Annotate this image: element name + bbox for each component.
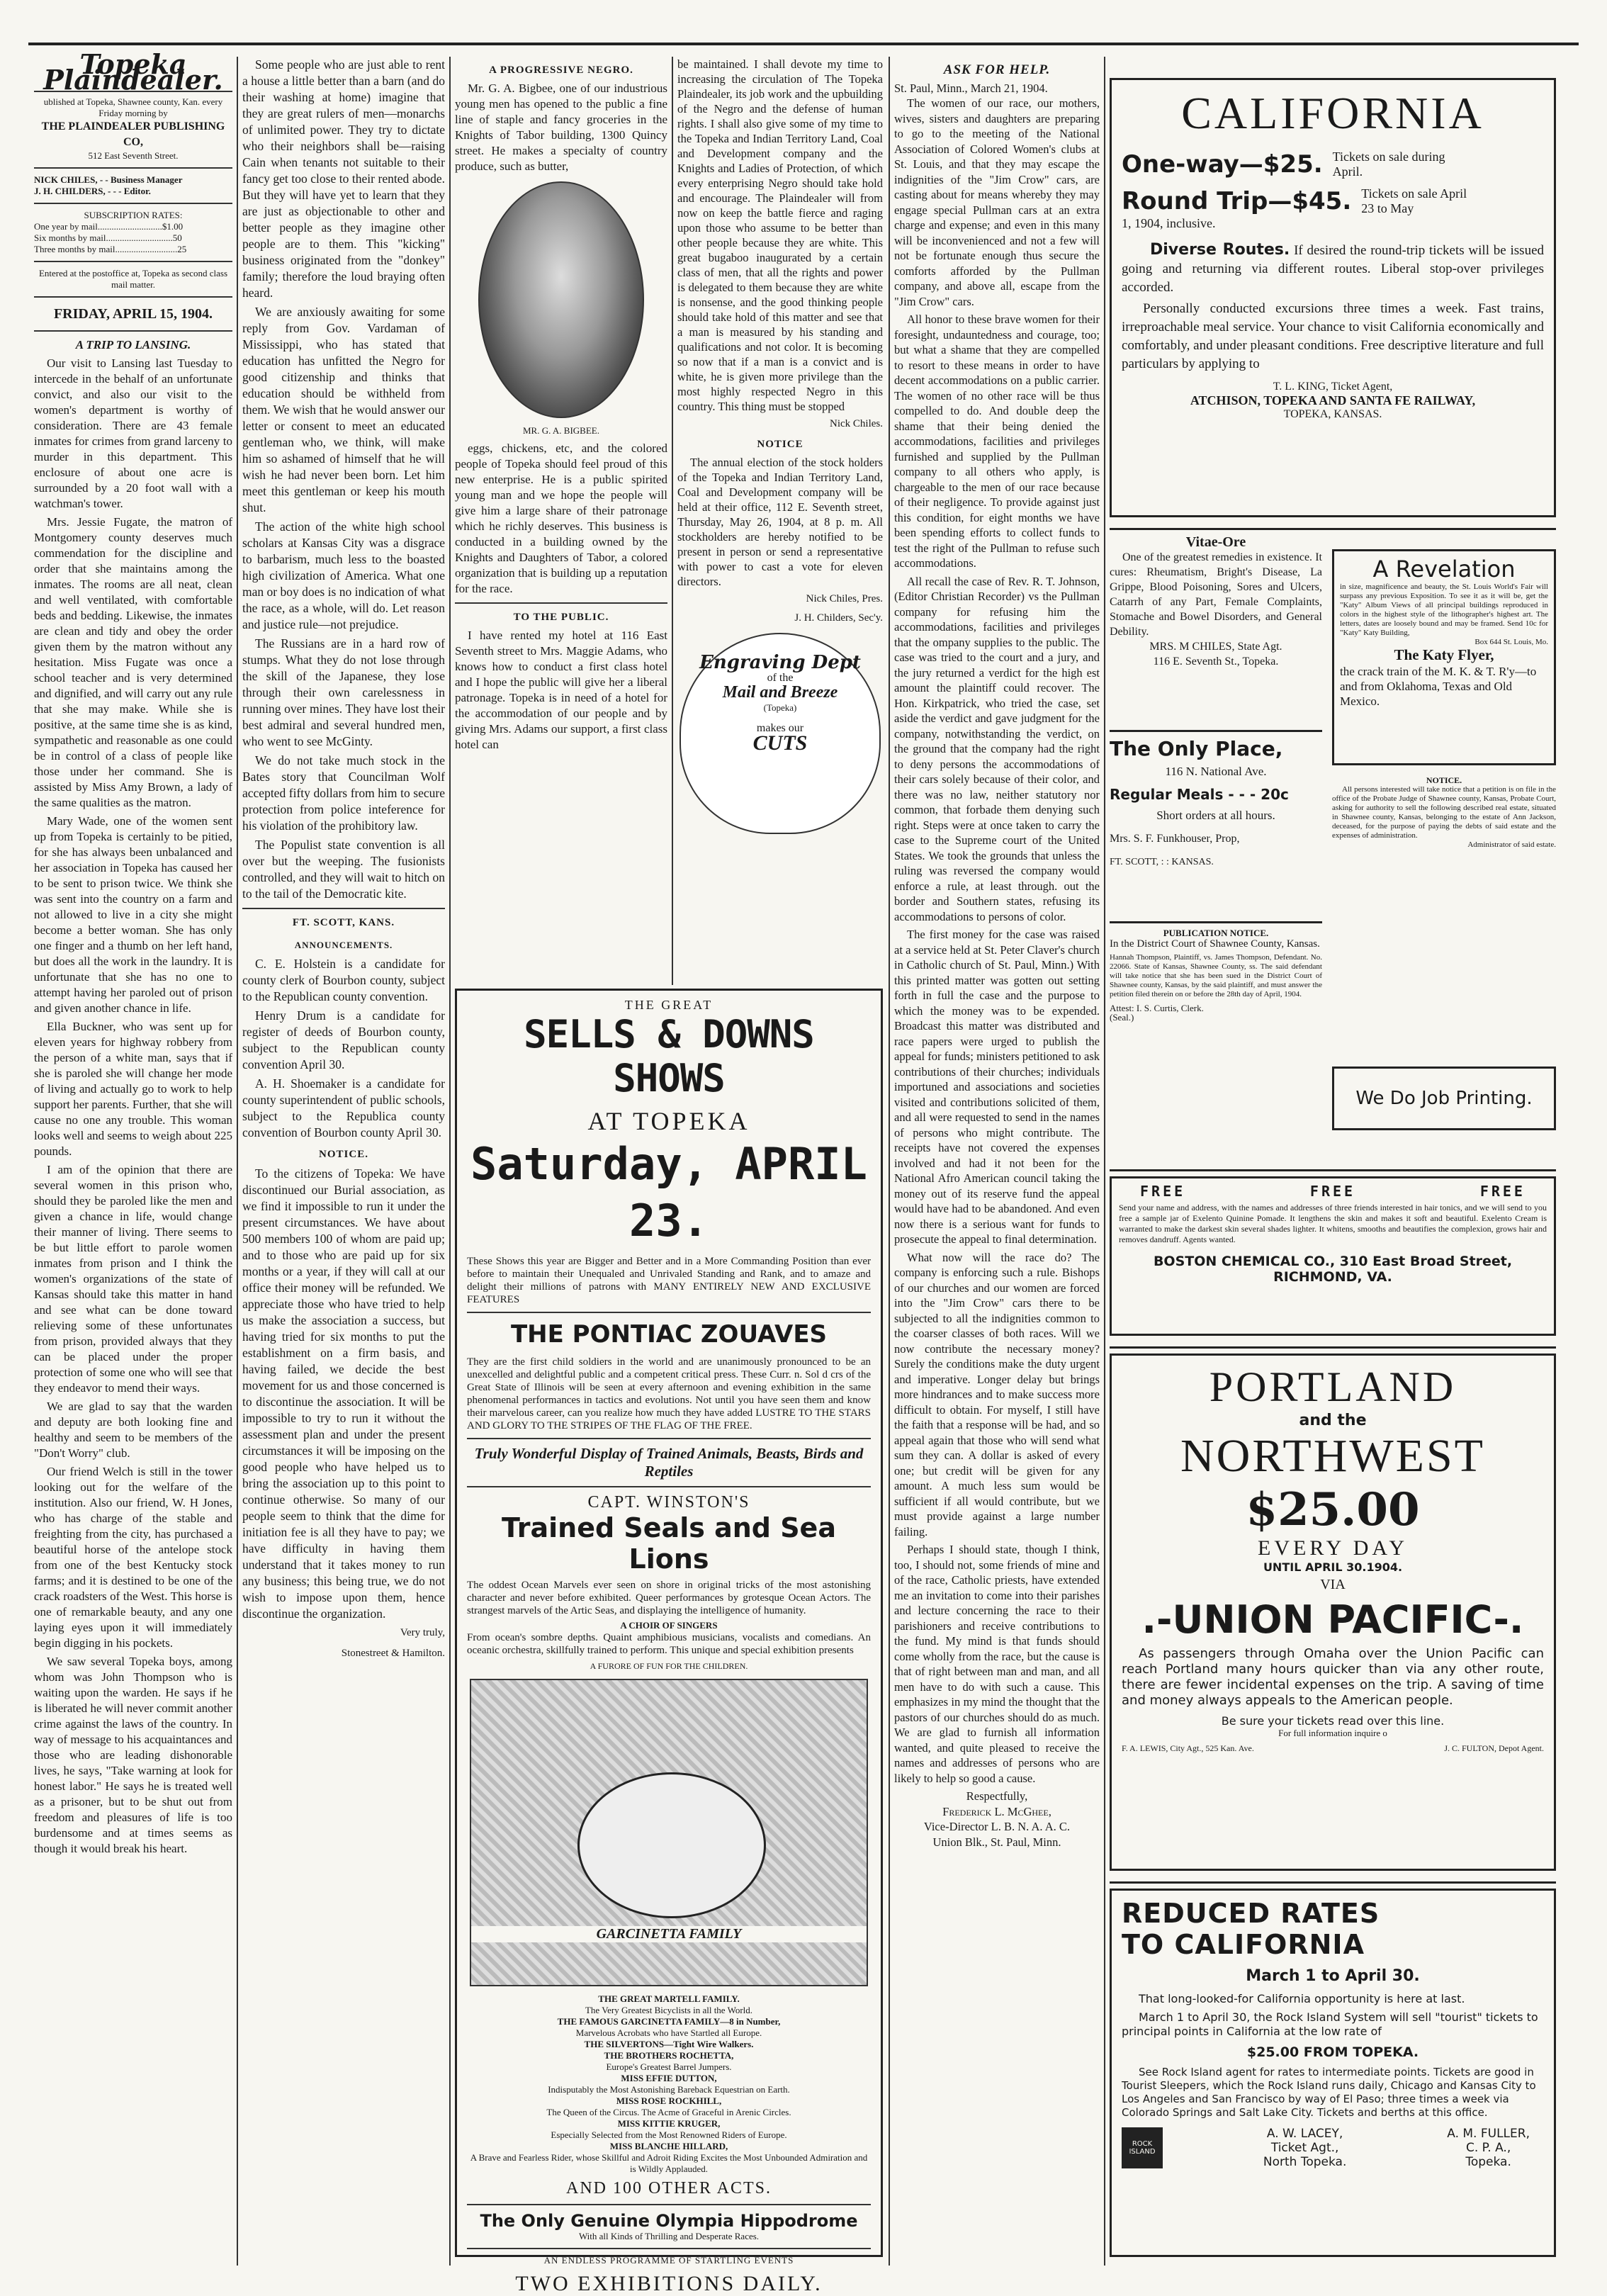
engraving-city: (Topeka) bbox=[763, 702, 797, 713]
boston-chemical: BOSTON CHEMICAL CO., 310 East Broad Street, RICHMOND, VA. bbox=[1153, 1254, 1513, 1285]
act-line: THE BROTHERS ROCHETTA, bbox=[604, 2050, 734, 2061]
reduced-text-1: That long-looked-for California opportunity is here at last. bbox=[1139, 1992, 1465, 2005]
publication-court: In the District Court of Shawnee County, Kansas. bbox=[1110, 938, 1320, 950]
illustration-oval bbox=[577, 1772, 766, 1918]
roundtrip-note-2: 1, 1904, inclusive. bbox=[1122, 216, 1216, 230]
seals-title: Trained Seals and Sea Lions bbox=[502, 1512, 836, 1575]
union-pacific-row bbox=[1122, 1597, 1544, 1642]
rate-line: Three months by mail...........................25 bbox=[34, 244, 187, 254]
publication-text: Hannah Thompson, Plaintiff, vs. James Thompson, Defendant. No. 22066. State of Kansas, Shawnee County, ss. The said defendant will take notice that she has been sued in the District Court of Shawnee county, Kansas, by the said plaintiff, and must answer the petition filed therein on or before the 28th day of April, 1904. bbox=[1110, 953, 1322, 998]
notice-signature: Nick Chiles, Pres. bbox=[806, 593, 883, 604]
agent-name: A. W. LACEY, bbox=[1266, 2127, 1343, 2141]
issue-date: FRIDAY, APRIL 15, 1904. bbox=[53, 306, 213, 322]
appeal-paragraph: What now will the race do? The company is enforcing such a rule. Bishops of our churches and our women are forced into the "Jim Crow" cars there to be subjected to all the indignities common to the coarser classes of both races. Will we now contribute the necessary money? Surely the conditions make the duty urgent and imperative. Longer delay but brings more hindrances and to make success more difficult to obtain. For myself, I still have the faith that a response will be had, and so appeal again that those who will send what sum they can. A dollar is asked of every one; but credit will be given for any amount. A much less sum would be sufficient if all would contribute, but we must provide against a large number failing. bbox=[894, 1250, 1100, 1538]
appeal-address: Union Blk., St. Paul, Minn. bbox=[932, 1835, 1061, 1849]
vitae-address: 116 E. Seventh St., Topeka. bbox=[1153, 655, 1279, 668]
probate-notice bbox=[1332, 776, 1556, 996]
union-pacific: UNION PACIFIC bbox=[1172, 1597, 1494, 1642]
appeal-paragraph: All honor to these brave women for their foresight, undauntedness and courage, too; but what a shame that they are compelled to resort to these means in order to have decent accommodations on a public carrier. The women of no other race will be thus compelled to do. And double deep the shame that their being denied the accommodations, facilities and privileges furnished and supplied by the Pullman company to all others who apply, is chargeable to the men of our race because of their negligence. To provide against just this condition, for eight months we have been spending efforts to collect funds to test the right of the Pullman to refuse such accommodations. bbox=[894, 313, 1100, 570]
act-line: Indisputably the Most Astonishing Bareback Equestrian on Earth. bbox=[548, 2084, 790, 2095]
announcement: Henry Drum is a candidate for register of deeds of Bourbon county, subject to the Republican county convention April 30. bbox=[242, 1008, 445, 1071]
revelation-address: Box 644 St. Louis, Mo. bbox=[1475, 638, 1548, 646]
portland-ad bbox=[1110, 1354, 1556, 1871]
oneway-note: Tickets on sale during April. bbox=[1332, 150, 1445, 179]
california-text: If desired the round-trip tickets will be issued going and returning via different routes. Liberal stop-over privileges accorded. bbox=[1122, 243, 1545, 295]
article-paragraph: We are glad to say that the warden and deputy are both looking fine and healthy and seem to be members of the "Don't Worry" club. bbox=[34, 1400, 232, 1460]
engraving-ad bbox=[680, 633, 881, 834]
act-line: A Brave and Fearless Rider, whose Skillful and Adroit Riding Excites the Most Unbounded Admiration and is Wildly Applauded. bbox=[470, 2152, 868, 2174]
notice-closing: Very truly, bbox=[400, 1627, 445, 1638]
act-line: Marvelous Acrobats who have Startled all Europe. bbox=[575, 2027, 762, 2038]
headline-lansing: A TRIP TO LANSING. bbox=[75, 338, 191, 351]
hippodrome-sub: With all Kinds of Thrilling and Desperate Races. bbox=[578, 2231, 760, 2241]
column-1 bbox=[34, 48, 232, 2266]
reduced-fare: $25.00 FROM TOPEKA. bbox=[1246, 2044, 1419, 2060]
probate-text: All persons interested will take notice that a petition is on file in the office of the Probate Judge of Shawnee county, Kansas, Probate Court, asking for authority to sell the following described real estate, situated in Shawnee county, Kansas, belonging to the estate of Ann Jackson, deceased, for the purpose of paying the debts of said estate and the expenses of administration. bbox=[1332, 785, 1556, 840]
only-place-city: FT. SCOTT, : : KANSAS. bbox=[1110, 857, 1214, 867]
agent-city: North Topeka. bbox=[1263, 2155, 1347, 2169]
portland-price: $25.00 bbox=[1246, 1483, 1420, 1536]
act-line: MISS KITTIE KRUGER, bbox=[617, 2118, 721, 2129]
portland-agent: J. C. FULTON, Depot Agent. bbox=[1444, 1743, 1544, 1753]
circus-date: Saturday, APRIL 23. bbox=[470, 1138, 867, 1247]
engraving-makes: makes our bbox=[756, 722, 804, 734]
entered-notice: Entered at the postoffice at, Topeka as second class mail matter. bbox=[38, 268, 228, 290]
notice-signature: Stonestreet & Hamilton. bbox=[341, 1648, 445, 1659]
free-label: FREE bbox=[1309, 1183, 1356, 1200]
act-line: MISS EFFIE DUTTON, bbox=[621, 2073, 717, 2083]
editorial-paragraph: Some people who are just able to rent a house a little better than a barn (and do their washing at home) imagine that they are great rulers of men—monarchs of unlimited power. They try to dictate who their neighbors shall be—raising Cain when tenants not suitable to their fancy get too close to their rented abode. But they will have yet to learn that they are just as objectionable to other and better people as they imagine other people are to them. This "kicking" business originated from the "donkey" family; therefore the loud braying often heard. bbox=[242, 57, 445, 300]
furore-line: A FURORE OF FUN FOR THE CHILDREN. bbox=[590, 1661, 748, 1671]
article-paragraph: We saw several Topeka boys, among whom was John Thompson who is waiting upon the warden. He says if he is liberated he will never commit another crime against the laws of the country. In way of message to his acquaintances and those who are leading dishonorable lives, he says, "Take warning at look for honest labor." He says he is treated well as a prisoner, but to be shut out from freedom and pleasures of life is too burdensome and at times seems as though it would break his heart. bbox=[34, 1655, 232, 1855]
up-mark-right: -. bbox=[1493, 1597, 1524, 1642]
article-paragraph: I am of the opinion that there are several women in this prison who, should they be paroled like the men and given a chance in life, would change their manner of living. There seems to be but little effort to parole women inmates from prison and I think the women's organizations of the state of Kansas should take this matter in hand and see what can be done toward relieving some of these unfortunates from prison, provided always that they can be placed under the proper protection of some one who will see that they endeavor to mend their ways. bbox=[34, 1163, 232, 1395]
until-date: UNTIL APRIL 30.1904. bbox=[1263, 1560, 1403, 1574]
hippodrome-title: The Only Genuine Olympia Hippodrome bbox=[480, 2211, 858, 2231]
job-printing-text: We Do Job Printing. bbox=[1355, 1088, 1533, 1109]
engraving-title: Engraving Dept bbox=[699, 652, 861, 673]
santa-fe-agent: T. L. KING, Ticket Agent, bbox=[1273, 381, 1393, 393]
rates-heading: SUBSCRIPTION RATES: bbox=[84, 210, 183, 220]
act-line: THE SILVERTONS—Tight Wire Walkers. bbox=[584, 2039, 754, 2049]
act-line: The Very Greatest Bicyclists in all the World. bbox=[585, 2005, 753, 2015]
masthead-published: ublished at Topeka, Shawnee county, Kan. every Friday morning by bbox=[43, 96, 223, 118]
reduced-dates: March 1 to April 30. bbox=[1246, 1967, 1420, 1985]
portland-tickets: Be sure your tickets read over this line. bbox=[1221, 1714, 1445, 1728]
vitae-ore-ad bbox=[1110, 535, 1322, 726]
ask-for-help-heading: ASK FOR HELP. bbox=[943, 62, 1051, 77]
portland-title: PORTLAND bbox=[1209, 1363, 1457, 1410]
editorial-paragraph: We do not take much stock in the Bates story that Councilman Wolf accepted fifty dollars from him to secure protection from police inteference for his violation of the prohibitory law. bbox=[242, 753, 445, 833]
stock-notice-heading: NOTICE bbox=[757, 439, 804, 450]
agent-city: Topeka. bbox=[1465, 2155, 1511, 2169]
roundtrip-note: Tickets on sale April 23 to May bbox=[1361, 186, 1467, 215]
vitae-agent: MRS. M CHILES, State Agt. bbox=[1149, 641, 1282, 653]
santa-fe-railway: ATCHISON, TOPEKA AND SANTA FE RAILWAY, bbox=[1190, 393, 1476, 407]
act-line: THE FAMOUS GARCINETTA FAMILY—8 in Number, bbox=[557, 2016, 781, 2027]
article-paragraph: Our visit to Lansing last Tuesday to intercede in the behalf of an unfortunate convict, and also our visit to the women's department is worthy of consideration. There are 43 female inmates for crimes from grand larceny to murder in this department. This enclosure of about one acre is surrounded by a 20 foot wall with a watchman's tower. bbox=[34, 356, 232, 510]
burial-notice: To the citizens of Topeka: We have discontinued our Burial association, as we find it impossible to run it under the present circumstances. We have about 500 members 100 of whom are paid up; and to those who are paid up for six months or a year, if they will call at our office their money will be refunded. We appreciate those who have tried to help us make the association a success, but having tried for six months to put the establishment on a firm basis, and having failed, we decide the best movement for us and those concerned is to discontinue the association. It will be impossible to try to run it without the assessment plan and under the present circumstances it will be imposing on the good people who have helped us to bring the association up to this point to continue otherwise. So many of our people seem to think that the dime for initiation fee is all they have to pay; we have difficulty in having them understand that it takes money to run any business; this being true, we do not wish to impose upon them, hence discontinue the organization. bbox=[242, 1166, 445, 1621]
reduced-title-1: REDUCED RATES bbox=[1122, 1898, 1380, 1929]
publication-heading: PUBLICATION NOTICE. bbox=[1163, 928, 1269, 938]
act-line: The Queen of the Circus. The Acme of Graceful in Arenic Circles. bbox=[546, 2107, 791, 2117]
choir-text: From ocean's sombre depths. Quaint amphibious musicians, vocalists and comedians. An oceanic orchestra, skillfully trained to perform. This unique and special exhibition presents bbox=[467, 1632, 871, 1656]
revelation-ad bbox=[1332, 549, 1556, 765]
chiles-paragraph: be maintained. I shall devote my time to increasing the circulation of The Topeka Plaindealer, its job work and the upbuilding of the Negro and the defense of human rights. I shall also give some of my time to the Topeka and Indian Territory Land, Coal and Development company and the Knights and Ladies of Protection, of which every enterprising Negro should take hold and encourage. The Plaindealer will from now on keep the battle fierce and raging upon those who assume to be better than other people because they are white. This great bugaboo inaugurated by a certain class of men, that all the rights and power is delegated to them because they are white is nonsense, and the good thinking people should take hold of this matter and see that a man is measured by his standing and qualifications and not color. It is becoming so now that if a man is a convict and is white, he is given more privilege than the most highly respected Negro in this country. This thing must be stopped bbox=[677, 57, 883, 413]
bigbee-paragraph: eggs, chickens, etc, and the colored people of Topeka should feel proud of this new enterprise. He is a public spirited young man and we hope the people will give him a large share of their patronage which he richly deserves. This business is conducted in a building owned by the Knights and Daughters of Tabor, a colored organization that is building up a reputation for the race. bbox=[455, 441, 667, 595]
masthead-title: Topeka Plaindealer. bbox=[34, 57, 232, 92]
column-4 bbox=[677, 57, 883, 985]
column-5 bbox=[894, 57, 1100, 2266]
job-printing-ad bbox=[1332, 1067, 1556, 1130]
up-mark-left: .- bbox=[1141, 1597, 1173, 1642]
hotel-paragraph: I have rented my hotel at 116 East Seventh street to Mrs. Maggie Adams, who knows how to conduct a first class hotel and I hope the public will give her a liberal patronage. Topeka is in need of a hotel for the accommodation of our people and by giving Mrs. Adams our support, a first class hotel can bbox=[455, 629, 667, 751]
to-public-heading: TO THE PUBLIC. bbox=[513, 612, 609, 623]
announcement: C. E. Holstein is a candidate for county clerk of Bourbon county, subject to the Republican county convention. bbox=[242, 957, 445, 1003]
choir-heading: A CHOIR OF SINGERS bbox=[620, 1620, 718, 1631]
announcement: A. H. Shoemaker is a candidate for county superintendent of public schools, subject to the Republica county convention of Bourbon county April 30. bbox=[242, 1076, 445, 1139]
vitae-text: One of the greatest remedies in existence. It cures: Rheumatism, Bright's Disease, La Grippe, Blood Poisoning, Sores and Ulcers, Catarrh of any Part, Female Complaints, Stomache and Bowel Disorders, and General Debility. bbox=[1110, 551, 1322, 638]
circus-ad bbox=[455, 989, 883, 2295]
appeal-paragraph: The first money for the case was raised at a service held at St. Peter Claver's church in Catholic church of St. Paul, Minn.) With this printed matter was gotten out setting forth in full the case and the purpose to which the money was to be expended. Broadcast this matter was distributed and race papers were urged to publish the appeal for funds; ministers petitioned to ask contributions of their churches; individuals importuned and associations and societies visited and contributions solicited of them, and all were requested to send in the names of persons who might contribute. The receipts have not covered the expenses involved and had it not been for the National Afro American council taking the money out of its reserve fund the appeal would have had to be abandoned. And even now there is a serious want for funds to prosecute the appeal to final determination. bbox=[894, 928, 1100, 1246]
circus-blurb: These Shows this year are Bigger and Better and in a More Commanding Position than ever before to maintain their Unequaled and Unrivaled Standing and Rank, and to amaze and delight their millions of patrons with MANY ENTIRELY NEW AND EXCLUSIVE FEATURES bbox=[467, 1256, 871, 1305]
rate-line: Six months by mail.............................50 bbox=[34, 232, 182, 243]
vitae-title: Vitae-Ore bbox=[1185, 534, 1246, 550]
engraving-of: of the bbox=[767, 672, 794, 684]
act-line: Especially Selected from the Most Renowned Riders of Europe. bbox=[551, 2129, 787, 2140]
other-acts: AND 100 OTHER ACTS. bbox=[565, 2179, 772, 2197]
dateline: St. Paul, Minn., March 21, 1904. bbox=[894, 81, 1048, 95]
agent-title: C. P. A., bbox=[1466, 2141, 1511, 2155]
zouaves-text: They are the first child soldiers in the world and are unanimously pronounced to be an unexcelled and delightful public and a competent critical press. These Curr. n. Sol d crs of the Great State of Illinois will be seen at every afternoon and evening exhibition in the same phenomenal performances in tactics and evolutions. Not until you have seen them and know their marvelous career, can you realize how much they have added LUSTRE TO THE STARS AND GLORY TO THE STRIPES OF THE FLAG OF THE FREE. bbox=[467, 1356, 871, 1431]
california-title: CALIFORNIA bbox=[1181, 88, 1484, 138]
fort-scott-heading: FT. SCOTT, KANS. bbox=[292, 917, 395, 928]
diverse-routes: Diverse Routes. bbox=[1150, 241, 1290, 259]
masthead-manager: NICK CHILES, - - Business Manager bbox=[34, 174, 183, 185]
santa-fe-city: TOPEKA, KANSAS. bbox=[1283, 408, 1382, 420]
portrait-image bbox=[478, 181, 644, 418]
reduced-text-3: See Rock Island agent for rates to intermediate points. Tickets are good in Tourist Sleepers, which the Rock Island runs daily, Chicago and Kansas City to Los Angeles and San Francisco by way of El Paso; three times a week via Colorado Springs and Salt Lake City. Tickets and berths at this office. bbox=[1122, 2066, 1536, 2119]
article-paragraph: Mrs. Jessie Fugate, the matron of Montgomery county deserves much commendation for the discipline and order that she maintains among the inmates. The rooms are all neat, clean and well ventilated, with comfortable beds and bedding. Likewise, the inmates are clean and tidy and obey the order given them by the matron without any hesitation. Miss Fugate was once a school teacher and is very determined and dignified, and will carry out any rule that she may make. While she is positive, at the same time she is as kind, sympathetic and reasonable as one could be in control of a class of people like those under her command. She is assisted by Miss Amy Brown, a lady of the same qualities as the matron. bbox=[34, 515, 232, 809]
only-place-ad bbox=[1110, 737, 1322, 914]
appeal-closing: Respectfully, bbox=[966, 1789, 1028, 1803]
logo-text: ROCK ISLAND bbox=[1129, 2140, 1156, 2156]
winston-heading: CAPT. WINSTON'S bbox=[587, 1493, 750, 1512]
animals-heading: Truly Wonderful Display of Trained Animals, Beasts, Birds and Reptiles bbox=[474, 1445, 864, 1480]
portrait-caption: MR. G. A. BIGBEE. bbox=[523, 425, 599, 436]
agent-title: Ticket Agt., bbox=[1270, 2141, 1339, 2155]
article-paragraph: Ella Buckner, who was sent up for eleven years for highway robbery from the person of a white man, says that if she is paroled she will change her mode of living and actually go to work to help support her parents. Further, that she will cause no one any trouble. This woman looks well and seems to weigh about 225 pounds. bbox=[34, 1020, 232, 1158]
zouaves-title: THE PONTIAC ZOUAVES bbox=[510, 1320, 828, 1349]
roundtrip-price: Round Trip—$45. bbox=[1122, 187, 1352, 215]
publication-notice bbox=[1110, 928, 1322, 1162]
every-day: EVERY DAY bbox=[1258, 1536, 1408, 1560]
probate-heading: NOTICE. bbox=[1426, 775, 1462, 785]
seals-text: The oddest Ocean Marvels ever seen on shore in original tricks of the most astonishing character and never before exhibited. Queer performances by grotesque Ocean Actors. The strangest marvels of the Artic Seas, and displaying the intelligence of humanity. bbox=[467, 1580, 871, 1616]
editorial-paragraph: The Populist state convention is all over but the weeping. The fusionists controlled, and they will wait to hitch on to the tail of the Democratic kite. bbox=[242, 838, 445, 901]
via-label: VIA bbox=[1320, 1577, 1346, 1592]
act-line: Europe's Greatest Barrel Jumpers. bbox=[606, 2061, 732, 2072]
masthead-publisher: THE PLAINDEALER PUBLISHING CO, bbox=[41, 120, 225, 148]
engraving-paper: Mail and Breeze bbox=[722, 683, 838, 702]
masthead-editor: J. H. CHILDERS, - - - Editor. bbox=[34, 186, 151, 196]
illustration-banner: GARCINETTA FAMILY bbox=[471, 1926, 867, 1942]
reduced-rates-ad bbox=[1110, 1889, 1556, 2257]
katy-flyer-title: The Katy Flyer, bbox=[1394, 646, 1494, 663]
editorial-paragraph: We are anxiously awaiting for some reply from Gov. Vardaman of Mississippi, who has stated that education has unfitted the Negro for good citizenship and thinks that education should be withheld from them. We wish that he would answer our letter or consent to meet an educated gentleman who, we think, will make him so ashamed of himself that he will wish he had never been born. Let him meet this gentleman or keep his mouth shut. bbox=[242, 305, 445, 514]
announcements-heading: ANNOUNCEMENTS. bbox=[294, 940, 393, 950]
reduced-title-2: TO CALIFORNIA bbox=[1122, 1929, 1365, 1960]
free-text: Send your name and address, with the names and addresses of three friends interested in hair tonics, and we will send to you free a sample jar of Exelento Quinine Pomade. It lengthens the skin and makes it soft and beautiful. Exelento Cream is warranted to make the darkest skin several shades lighter. It whitens, smooths and beautifies the complexion, grows hair and removes dandruff. Agents wanted. bbox=[1119, 1203, 1547, 1244]
stock-notice: The annual election of the stock holders of the Topeka and Indian Territory Land, Coal and Development company will be held at their office, 112 E. Seventh street, Thursday, May 26, 1904, at 8 p. m. All stockholders are hereby notified to be present in person or send a representative with power to cast a vote for eleven directors. bbox=[677, 456, 883, 588]
appeal-paragraph: Perhaps I should state, though I think, too, I should not, some friends of mine and of the race, Catholic priests, have extended me an invitation to come into their parishes and lecture concerning the race to their parishioners and receive contributions to the fund. My mind is that funds should come wholly from the race, but the cause is that of right between man and man, and all men have to do with such a cause. This emphasizes in my mind the thought that the pastors of our churches should do as much. We are glad to furnish all information wanted, and quite pleased to receive the names and addresses of persons who are likely to help so good a cause. bbox=[894, 1543, 1100, 1785]
reduced-text-2: March 1 to April 30, the Rock Island System will sell "tourist" tickets to principal points in California at the low rate of bbox=[1122, 2010, 1538, 2038]
only-place-meals: Regular Meals - - - 20c bbox=[1110, 786, 1289, 803]
appeal-signature: Frederick L. McGhee, bbox=[942, 1804, 1051, 1818]
portland-info: For full information inquire o bbox=[1278, 1728, 1387, 1738]
two-exhibitions: TWO EXHIBITIONS DAILY. bbox=[515, 2272, 823, 2295]
portland-text: As passengers through Omaha over the Union Pacific can reach Portland many hours quicker than via any other route, there are fewer incidental expenses on the trip. A saving of time and money always appeals to the American people. bbox=[1122, 1646, 1544, 1708]
appeal-paragraph: The women of our race, our mothers, wives, sisters and daughters are preparing to go to the meeting of the National Association of Colored Women's clubs at St. Louis, and that they may escape the indignities of the "Jim Crow" cars, are casting about for means whereby they may engage special Pullman cars at an extra charge and expense; and even in this many will be inconvenienced and not a few will not be fortunate enough thus secure the comforts afforded by the Pullman company, and above all, escape from the "Jim Crow" cars. bbox=[894, 96, 1100, 308]
editorial-paragraph: The action of the white high school scholars at Kansas City was a disgrace to barbarism, much less to the boasted high civilization of America. What one man or boy does is no indication of what the race, as a whole, will do. Let reason and justice rule—not prejudice. bbox=[242, 519, 445, 631]
only-place-address: 116 N. National Ave. bbox=[1165, 765, 1267, 778]
rock-island-logo bbox=[1122, 2127, 1163, 2168]
circus-the-great: THE GREAT bbox=[624, 998, 714, 1012]
rate-line: One year by mail............................$1.00 bbox=[34, 221, 184, 232]
revelation-text: in size, magnificence and beauty, the St. Louis World's Fair will surpass any previous Exposition. To see it as it will be, get the "Katy" Album Views of all principal buildings reproduced in colors in the highest style of the lithographer's highest art. The letters, dates are loosely bound and may be framed. Send 10c for "Katy" Katy Building, bbox=[1340, 583, 1548, 637]
portland-and: and the bbox=[1299, 1412, 1367, 1429]
free-sample-ad bbox=[1110, 1176, 1556, 1336]
only-place-orders: Short orders at all hours. bbox=[1156, 809, 1275, 822]
appeal-title: Vice-Director L. B. N. A. A. C. bbox=[923, 1820, 1071, 1833]
only-place-prop: Mrs. S. F. Funkhouser, Prop, bbox=[1110, 833, 1240, 845]
free-label: FREE bbox=[1479, 1183, 1526, 1200]
revelation-title: A Revelation bbox=[1372, 556, 1516, 583]
circus-title: SELLS & DOWNS SHOWS bbox=[524, 1012, 814, 1101]
article-paragraph: Our friend Welch is still in the tower looking out for the welfare of the institution. Also our friend, W. H Jones, who has charge of the stable and freighting from the city, has purchased a beautiful horse of the antelope stock from one of the best Kentucky stock farms; and it is destined to be one of the crack roadsters of the West. This horse is one of remarkable beauty, and any one laying eyes upon it will immediately begin digging in his pockets. bbox=[34, 1465, 232, 1650]
column-2 bbox=[242, 57, 445, 2266]
article-paragraph: Mary Wade, one of the women sent up from Topeka is certainly to be pitied, for she has always been unbalanced and her association in Topeka has caused her to be sent to prison twice. We think she was sent into the country on a farm and not allowed to live in a city she might become a better woman. She has only one finger and a thumb on her left hand, but does all the work in the laundry. It is unfortunate that she has no one to attempt having her paroled out of prison and given another chance in life. bbox=[34, 814, 232, 1015]
northwest-title: NORTHWEST bbox=[1180, 1430, 1485, 1482]
top-rule bbox=[28, 43, 1579, 45]
act-line: MISS ROSE ROCKHILL, bbox=[616, 2095, 722, 2106]
california-text-2: Personally conducted excursions three times a week. Fast trains, irreproachable meal service. Your chance to visit California economically and comfortably, and under pleasant conditions. Free descriptive literature and full particulars by applying to bbox=[1122, 301, 1544, 371]
engraving-cuts: CUTS bbox=[752, 731, 808, 755]
notice-signature: J. H. Childers, Sec'y. bbox=[794, 612, 883, 624]
circus-illustration bbox=[470, 1679, 868, 1986]
chiles-signature: Nick Chiles. bbox=[830, 418, 883, 429]
act-line: THE GREAT MARTELL FAMILY. bbox=[598, 1993, 740, 2004]
agent-name: A. M. FULLER, bbox=[1447, 2127, 1530, 2141]
publication-seal: (Seal.) bbox=[1110, 1012, 1134, 1023]
endless-program: AN ENDLESS PROGRAMME OF STARTLING EVENTS bbox=[543, 2255, 794, 2266]
act-line: MISS BLANCHE HILLARD, bbox=[609, 2141, 728, 2151]
only-place-title: The Only Place, bbox=[1110, 737, 1283, 760]
editorial-paragraph: The Russians are in a hard row of stumps. What they do not lose through the skill of the Japanese, they lose through their own carelessness in running over mines. They have lost their best admiral and several hundred men, who went to see McGinty. bbox=[242, 636, 445, 748]
katy-flyer-text: the crack train of the M. K. & T. R'y—to and from Oklahoma, Texas and Old Mexico. bbox=[1340, 665, 1537, 708]
appeal-paragraph: All recall the case of Rev. R. T. Johnson, (Editor Christian Recorder) vs the Pullman company for refusing him the accommodations, facilities and privileges that the ompany supplies to the public. The case was tried to the court and a jury, and the jury returned a verdict for the high est amount the plaintiff could recover. The Hon. Kirkpatrick, who tried the case, set aside the verdict and gave judgment for the company, notwithstanding the verdict, on the ground that the company had the right to deny persons the accommodations of their cars solely because of their color, and there was no law, neither statutory nor common, that forbade them denying such right. Steps were at once taken to carry the case to the Supreme court of the United States. We took the grounds that unless the ruling was reversed the company would enforce a rule, at least through. out the border and Southern states, refusing its accommodations to persons of color. bbox=[894, 574, 1100, 923]
masthead-address: 512 East Seventh Street. bbox=[88, 150, 179, 161]
california-ad bbox=[1110, 78, 1556, 517]
portland-agent: F. A. LEWIS, City Agt., 525 Kan. Ave. bbox=[1122, 1743, 1254, 1753]
column-3 bbox=[455, 57, 667, 985]
bigbee-paragraph: Mr. G. A. Bigbee, one of our industrious young men has opened to the public a fine line of staple and fancy groceries in the Knights of Tabor building, 1300 Quincy street. He makes a specialty of country produce, such as butter, bbox=[455, 81, 667, 173]
probate-signature: Administrator of said estate. bbox=[1467, 840, 1556, 849]
notice-heading: NOTICE. bbox=[319, 1149, 368, 1160]
publication-attest: Attest: I. S. Curtis, Clerk. bbox=[1110, 1003, 1204, 1013]
oneway-price: One-way—$25. bbox=[1122, 150, 1323, 179]
circus-location: AT TOPEKA bbox=[587, 1107, 750, 1135]
free-label: FREE bbox=[1140, 1183, 1186, 1200]
bigbee-heading: A PROGRESSIVE NEGRO. bbox=[489, 64, 633, 76]
